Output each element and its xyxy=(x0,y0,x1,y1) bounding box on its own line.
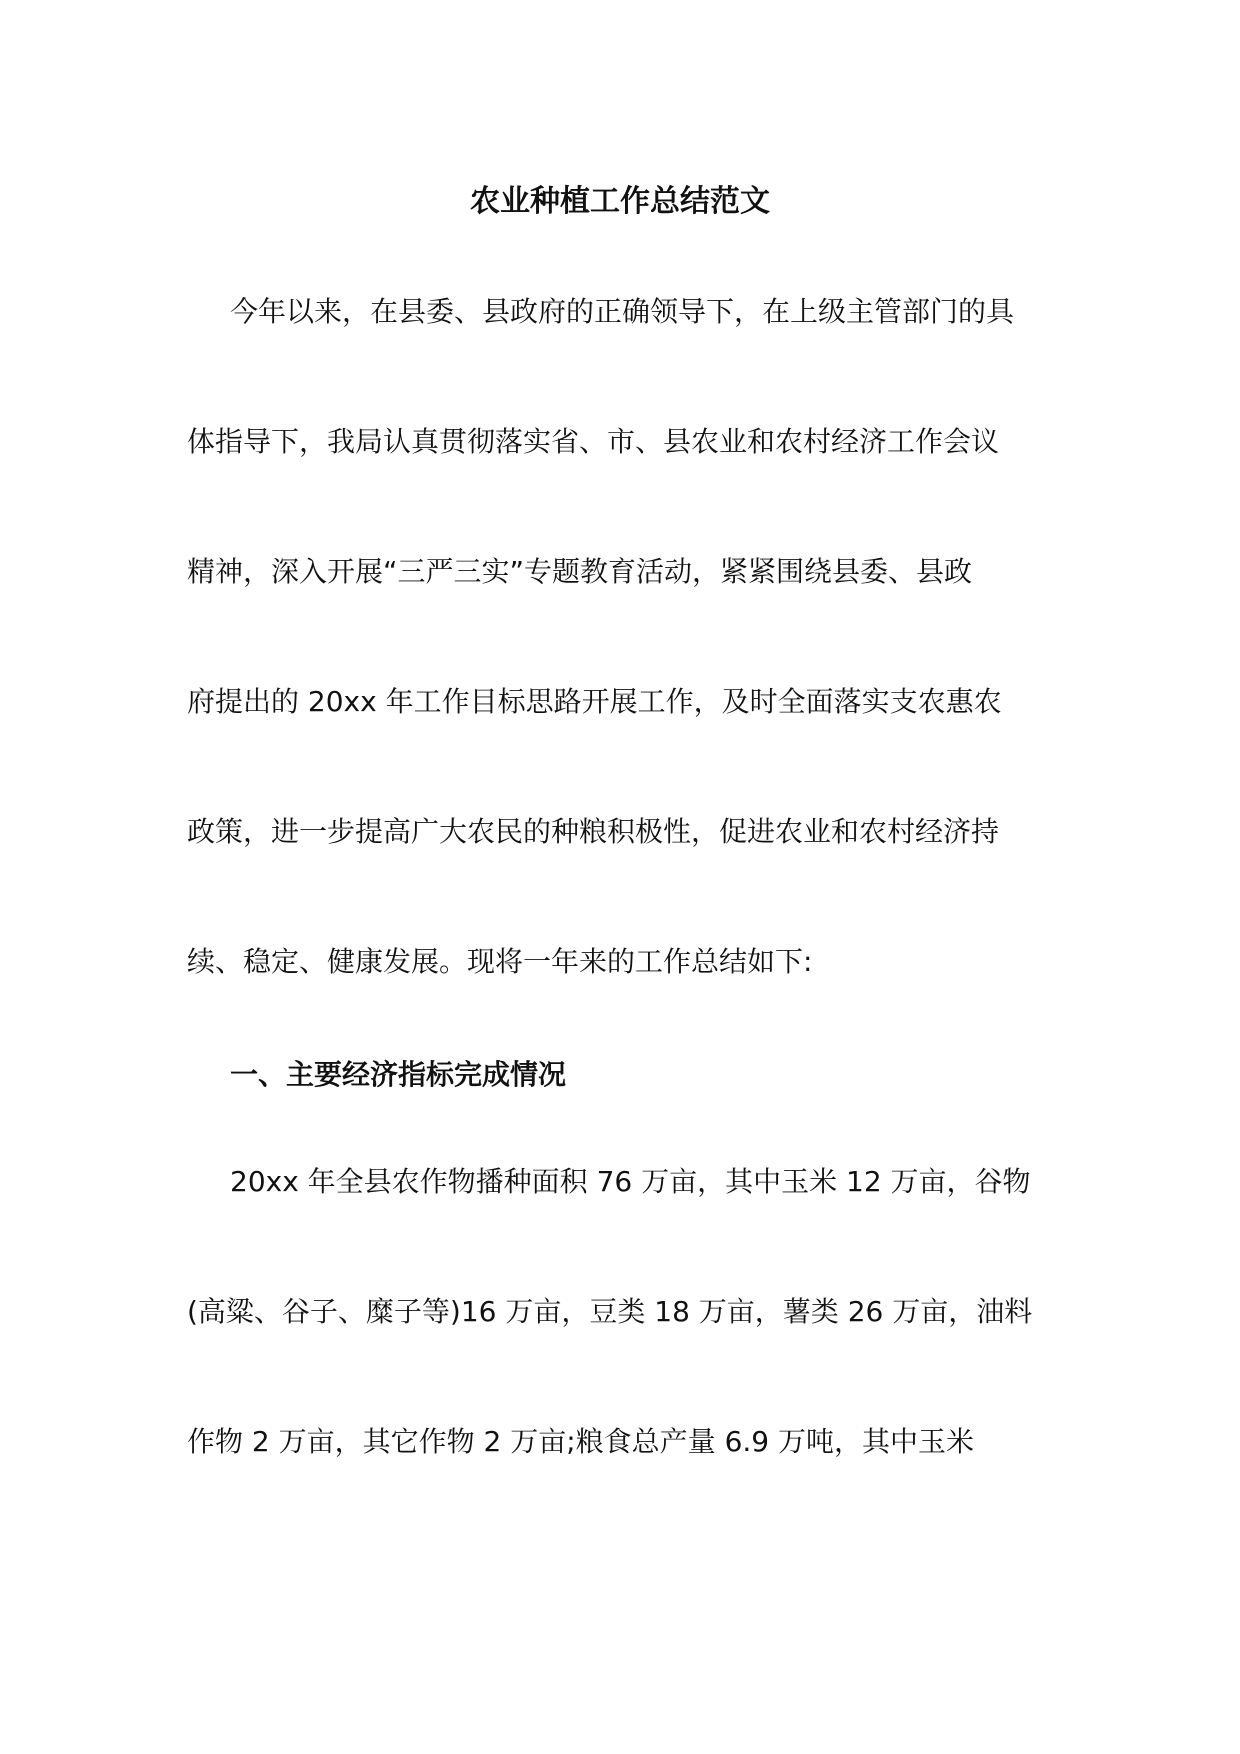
paragraph-line: 续、稳定、健康发展。现将一年来的工作总结如下: xyxy=(187,945,813,978)
paragraph-line: 20xx 年全县农作物播种面积 76 万亩，其中玉米 12 万亩，谷物 xyxy=(230,1165,1031,1198)
paragraph-line: 政策，进一步提高广大农民的种粮积极性，促进农业和农村经济持 xyxy=(187,815,1000,848)
paragraph-line: (高粱、谷子、糜子等)16 万亩，豆类 18 万亩，薯类 26 万亩，油料 xyxy=(187,1295,1033,1328)
paragraph-line: 府提出的 20xx 年工作目标思路开展工作，及时全面落实支农惠农 xyxy=(187,685,1002,718)
paragraph-line: 精神，深入开展“三严三实”专题教育活动，紧紧围绕县委、县政 xyxy=(187,555,973,588)
paragraph-line: 今年以来，在县委、县政府的正确领导下，在上级主管部门的具 xyxy=(230,295,1015,328)
section-heading: 一、主要经济指标完成情况 xyxy=(230,1058,567,1091)
paragraph-line: 体指导下，我局认真贯彻落实省、市、县农业和农村经济工作会议 xyxy=(187,425,1000,458)
paragraph-line: 作物 2 万亩，其它作物 2 万亩;粮食总产量 6.9 万吨，其中玉米 xyxy=(187,1425,974,1458)
document-title: 农业种植工作总结范文 xyxy=(470,184,770,219)
